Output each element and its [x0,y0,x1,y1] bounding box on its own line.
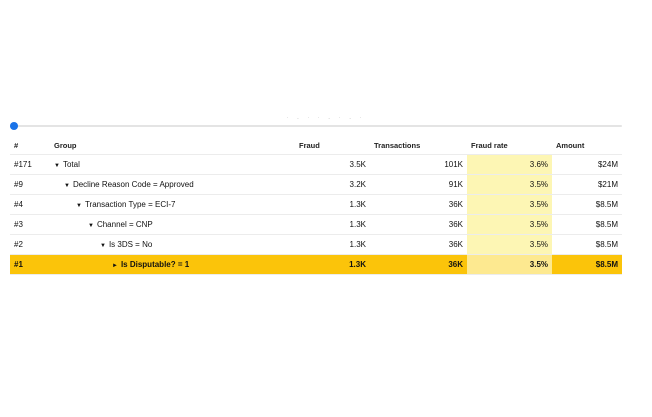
row-id: #2 [10,235,50,255]
row-amount: $8.5M [552,215,622,235]
collapse-arrow-icon[interactable]: ▼ [64,183,70,189]
row-amount: $8.5M [552,195,622,215]
group-label: Is Disputable? = 1 [120,260,190,269]
table-row[interactable] [10,155,622,175]
slider-thumb[interactable] [10,122,18,130]
table-row[interactable] [10,235,622,255]
table-row[interactable] [10,175,622,195]
row-fraud: 1.3K [295,195,370,215]
row-group [50,155,295,175]
group-label: Total [62,160,80,169]
row-fraud: 3.5K [295,155,370,175]
collapse-arrow-icon[interactable]: ▼ [54,163,60,169]
header-group[interactable]: Group [50,136,295,155]
collapse-arrow-icon[interactable]: ▼ [76,203,82,209]
collapse-arrow-icon[interactable]: ▼ [88,223,94,229]
row-group [50,195,295,215]
header-fraud[interactable]: Fraud [295,136,370,155]
row-transactions: 36K [370,255,467,275]
row-fraud-rate: 3.5% [467,235,552,255]
row-transactions: 101K [370,155,467,175]
row-group [50,215,295,235]
group-label: Channel = CNP [96,220,153,229]
row-fraud: 1.3K [295,215,370,235]
header-amount[interactable]: Amount [552,136,622,155]
row-fraud: 1.3K [295,235,370,255]
group-label: Transaction Type = ECI-7 [84,200,176,209]
table-row[interactable] [10,255,622,275]
top-caption: · - · · - · - · [286,115,366,120]
header-id[interactable]: # [10,136,50,155]
row-fraud-rate: 3.5% [467,195,552,215]
header-fraud-rate[interactable]: Fraud rate [467,136,552,155]
row-fraud-rate: 3.5% [467,215,552,235]
row-transactions: 36K [370,235,467,255]
row-id: #4 [10,195,50,215]
row-transactions: 91K [370,175,467,195]
row-fraud-rate: 3.6% [467,155,552,175]
row-fraud-rate: 3.5% [467,175,552,195]
row-amount: $8.5M [552,235,622,255]
slider-track[interactable] [14,125,622,127]
row-fraud-rate: 3.5% [467,255,552,275]
row-transactions: 36K [370,215,467,235]
fraud-breakdown-table [10,136,622,275]
table-row[interactable] [10,195,622,215]
row-id: #1 [10,255,50,275]
row-fraud: 3.2K [295,175,370,195]
row-fraud: 1.3K [295,255,370,275]
row-id: #171 [10,155,50,175]
row-group [50,255,295,275]
row-amount: $24M [552,155,622,175]
row-group [50,175,295,195]
expand-arrow-icon[interactable]: ► [112,263,118,269]
table-header-row [10,136,622,155]
depth-slider[interactable] [10,120,622,132]
group-label: Is 3DS = No [108,240,153,249]
row-amount: $8.5M [552,255,622,275]
row-group [50,235,295,255]
header-transactions[interactable]: Transactions [370,136,467,155]
row-id: #9 [10,175,50,195]
table-row[interactable] [10,215,622,235]
row-transactions: 36K [370,195,467,215]
row-id: #3 [10,215,50,235]
collapse-arrow-icon[interactable]: ▼ [100,243,106,249]
row-amount: $21M [552,175,622,195]
group-label: Decline Reason Code = Approved [72,180,194,189]
